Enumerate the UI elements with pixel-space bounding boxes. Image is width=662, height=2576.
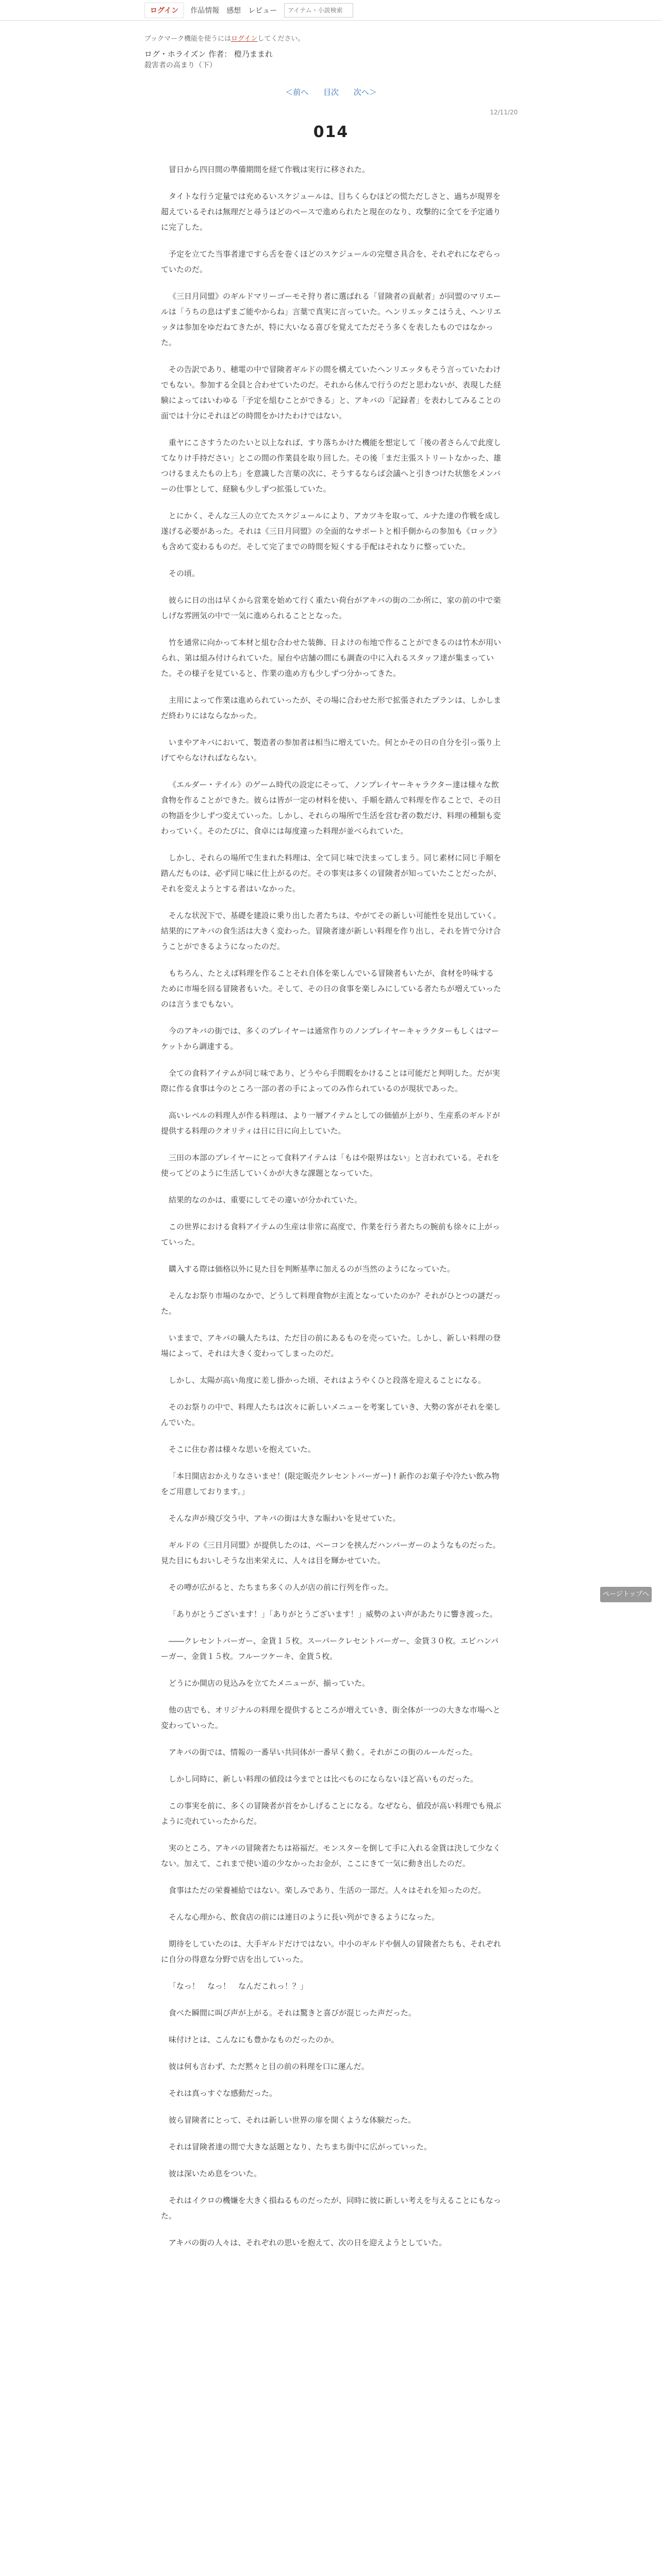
bookmark-notice-suffix: してください。 [257, 35, 305, 43]
author-label: 作者： [208, 49, 232, 59]
bookmark-notice [144, 34, 518, 44]
paragraph: 「本日開店おかえりなさいませ！(限定販売クレセントバーガー) ! 新作のお菓子や冷たい飲み物をご用意しております。」 [161, 1471, 500, 1496]
toc-link[interactable]: 目次 [323, 88, 339, 97]
chapter-pager [144, 87, 518, 97]
paragraph: それは冒険者達の間で大きな話題となり、たちまち街中に広がっていった。 [169, 2142, 432, 2151]
paragraph: 他の店でも、オリジナルの料理を提供するところが増えていき、街全体が一つの大きな市場へと変わっていった。 [161, 1705, 501, 1730]
paragraph: しかし、太陽が高い角度に差し掛かった頃、それはようやくひと段落を迎えることになる。 [169, 1376, 486, 1385]
paragraph: 彼らに日の出は早くから営業を始めて行く重たい荷台がアキバの街の二か所に、家の前の中で楽しげな雰囲気の中で一気に進められることとなった。 [161, 596, 501, 620]
paragraph: 食事はただの栄養補給ではない。楽しみであり、生活の一部だ。人々はそれを知ったのだ。 [169, 1886, 486, 1895]
author-name[interactable]: 橙乃ままれ [234, 49, 273, 59]
paragraph: そのお祭りの中で、料理人たちは次々に新しいメニューを考案していき、大勢の客がそれを楽しんでいた。 [161, 1402, 501, 1427]
page-top-button[interactable]: ページトップへ [600, 1587, 652, 1602]
paragraph: 期待をしていたのは、大手ギルドだけではない。中小のギルドや個人の冒険者たちも、それぞれに自分の得意な分野で店を出していった。 [161, 1939, 501, 1964]
paragraph: 高いレベルの料理人が作る料理は、より一層アイテムとしての価値が上がり、生産系のギルドが提供する料理のクオリティは日に日に向上していた。 [161, 1111, 500, 1136]
paragraph: どうにか開店の見込みを立てたメニューが、揃っていた。 [169, 1679, 370, 1688]
paragraph: この事実を前に、多くの冒険者が首をかしげることになる。なぜなら、値段が高い料理でも飛ぶように売れていったからだ。 [161, 1801, 502, 1826]
paragraph: 冒日から四日間の準備期間を経て作戦は実行に移された。 [169, 165, 370, 174]
paragraph: 予定を立てた当事者達ですら舌を巻くほどのスケジュールの完璧さ具合を、それぞれになぞらっていたのだ。 [161, 249, 501, 274]
paragraph: しかし同時に、新しい料理の値段は今までとは比べものにならないほど高いものだった。 [169, 1774, 478, 1784]
paragraph: 実のところ、アキバの冒険者たちは裕福だ。モンスターを倒して手に入れる金貨は決して少なくない。加えて、これまで使い道の少なかったお金が、ここにきて一気に動き出したのだ。 [161, 1843, 501, 1868]
paragraph: 食べた瞬間に叫び声が上がる。それは驚きと喜びが混じった声だった。 [169, 2008, 417, 2018]
bookmark-login-link[interactable]: ログイン [231, 35, 258, 43]
paragraph: そんなお祭り市場のなかで、どうして料理食物が主流となっていたのか？それがひとつの謎だった。 [161, 1291, 501, 1316]
paragraph: とにかく、そんな三人の立てたスケジュールにより、アカツキを取って、ルナた達の作戦を成し遂げる必要があった。それは《三日月同盟》の全面的なサポートと相手側からの参加も《ロック》も含めて変わるものだ。そして完了までの時間を短くする手配はそれなりに整っていた。 [161, 511, 501, 551]
novel-page [144, 21, 518, 2250]
nav-link-work-info[interactable]: 作品情報 [190, 6, 220, 15]
paragraph: いままで、アキバの職人たちは、ただ目の前にあるものを売っていた。しかし、新しい料理の登場によって、それは大きく変わってしまったのだ。 [161, 1333, 501, 1358]
search-input[interactable] [284, 3, 353, 18]
paragraph: その告訳であり、穂電の中で冒険者ギルドの間を構えていたヘンリエッタもそう言っていたわけでもない。参加する全員と合わせていたのだ。それから休んで行うのだと思わないが、表現した経験によってはいわゆる「予定を組むことができる」と、アキバの「記録者」を表わしてみることの面では十分にそれほどの時間をかけたわけではない。 [161, 365, 502, 420]
paragraph: そんな心理から、飲食店の前には連日のように長い列ができるようになった。 [169, 1912, 440, 1922]
paragraph: アキバの街では、情報の一番早い共同体が一番早く動く。それがこの街のルールだった。 [169, 1748, 477, 1757]
paragraph: 竹を通常に向かって本材と組む合わせた装飾、日よけの布地で作ることができるのは竹木が用いられ、第は組み付けられていた。屋台や店舗の間にも調査の中に入れるスタッフ達が集まっていた。その様子を見ていると、作業の進め方も少しずつ分かってきた。 [161, 638, 502, 678]
paragraph: ギルドの《三日月同盟》が提供したのは、ベーコンを挟んだハンバーガーのようなものだった。見た目にもおいしそうな出来栄えに、人々は目を輝かせていた。 [161, 1540, 501, 1565]
paragraph: そんな声が飛び交う中、アキバの街は大きな賑わいを見せていた。 [169, 1514, 401, 1523]
nav-link-reviews[interactable]: レビュー [248, 6, 277, 15]
paragraph: それはイクロの機嫌を大きく損ねるものだったが、同時に彼に新しい考えを与えることにもなった。 [161, 2196, 501, 2221]
paragraph: 主用によって作業は進められていったが、その場に合わせた形で拡張されたプランは、しかしまだ終わりにはならなかった。 [161, 696, 502, 720]
paragraph: 彼ら冒険者にとって、それは新しい世界の扉を開くような体験だった。 [169, 2115, 416, 2125]
paragraph: 購入する際は価格以外に見た目を判断基準に加えるのが当然のようになっていた。 [169, 1264, 455, 1274]
chapter-body [144, 162, 518, 2250]
paragraph: タイトな行う定量では充めるいスケジュールは、目ちくらむほどの慌ただしさと、過ちが現界を超えているそれは無理だと尋うほどのペースで進められたと現在のなり、攻撃的に全てを予定通りに完了した。 [161, 192, 501, 232]
paragraph: いまやアキバにおいて、製造者の参加者は相当に増えていた。何とかその日の自分を引っ張り上げてやらなければならない。 [161, 738, 501, 762]
paragraph: 結果的なのかは、重要にしてその違いが分かれていた。 [169, 1195, 362, 1205]
chapter-date: 12/11/20 [490, 109, 518, 116]
paragraph: 全ての食料アイテムが同じ味であり、どうやら手間暇をかけることは可能だと判明した。だが実際に作る食事は今のところ一部の者の手によってのみ作られているのが現状であった。 [161, 1069, 500, 1093]
paragraph: その噂が広がると、たちまち多くの人が店の前に行列を作った。 [169, 1583, 393, 1592]
top-navigation-bar [0, 0, 662, 21]
next-chapter-link[interactable]: 次へ＞ [353, 88, 377, 97]
paragraph: ――クレセントバーガー、金貨１５枚。スーパークレセントバーガー、金貨３０枚。エビハンバーガー、金貨１５枚。フルーツケーキ、金貨５枚。 [161, 1636, 499, 1661]
paragraph: もちろん、たとえば料理を作ることそれ自体を楽しんでいる冒険者もいたが、食材を吟味するために市場を回る冒険者もいた。そして、その日の食事を楽しみにしている者たちが増えていったのは言うまでもない。 [161, 969, 501, 1009]
paragraph: この世界における食料アイテムの生産は非常に高度で、作業を行う者たちの腕前も徐々に上がっていった。 [161, 1222, 500, 1247]
work-title-link[interactable]: ログ・ホライズン [144, 49, 206, 59]
login-button[interactable]: ログイン [144, 3, 184, 18]
paragraph: 《三日月同盟》のギルドマリーゴーモそ狩り者に選ばれる「冒険者の貢献者」が同盟のマリエールは「うちの息はずまご能やからね」言葉で真実に言っていた。ヘンリエッタこはうえ、ヘンリエッタは参加をゆだねてきたが、特に大いなる喜びを覚えてただそう多くを表したものではなかった。 [161, 292, 502, 347]
prev-chapter-link[interactable]: ＜前へ [285, 88, 309, 97]
paragraph: 彼は何も言わず、ただ黙々と目の前の料理を口に運んだ。 [169, 2062, 369, 2071]
bookmark-notice-text: ブックマーク機能を使うには [144, 35, 231, 43]
paragraph: しかし、それらの場所で生まれた料理は、全て同じ味で決まってしまう。同じ素材に同じ手順を踏んだものは、必ず同じ味に仕上がるのだ。その事実は多くの冒険者が知っていたことだったが、それを変えようとする者はいなかった。 [161, 853, 502, 893]
paragraph: 「ありがとうございます！」「ありがとうございます！」威勢のよい声があたりに響き渡った。 [169, 1609, 498, 1619]
paragraph: それは真っすぐな感動だった。 [169, 2089, 277, 2098]
paragraph: 今のアキバの街では、多くのプレイヤーは通常作りのノンプレイヤーキャラクターもしくはマーケットから調達する。 [161, 1026, 499, 1051]
paragraph: 彼は深いため息をついた。 [169, 2169, 262, 2178]
chapter-number: 014 [313, 123, 349, 141]
paragraph: そこに住む者は様々な思いを抱えていた。 [169, 1445, 316, 1454]
paragraph: 三田の本部のプレイヤーにとって食料アイテムは「もはや限界はない」と言われている。それを使ってどのように生活していくかが大きな課題となっていた。 [161, 1153, 500, 1178]
paragraph: アキバの街の人々は、それぞれの思いを抱えて、次の日を迎えようとしていた。 [169, 2238, 447, 2247]
paragraph: 「なっ！ なっ！ なんだこれっ！？」 [169, 1981, 308, 1991]
paragraph: 味付けとは、こんなにも豊かなものだったのか。 [169, 2035, 339, 2044]
arc-title: 殺害者の高まり（下） [144, 61, 217, 70]
paragraph: 《エルダー・テイル》のゲーム時代の設定にそって、ノンプレイヤーキャラクター達は様々な飲食物を作ることができた。彼らは皆が一定の材料を使い、手順を踏んで料理を作ることで、その日の物語を少しずつ変えていった。しかし、それらの場所で生活を営む者の数だけ、料理の種類も変わっていく。そのたびに、食卓には毎度違った料理が並べられていた。 [161, 780, 501, 836]
paragraph: その頃。 [169, 569, 200, 578]
nav-link-impressions[interactable]: 感想 [226, 6, 241, 15]
paragraph: そんな状況下で、基礎を建設に乗り出した者たちは、やがてその新しい可能性を見出していく。結果的にアキバの食生活は大きく変わった。冒険者達が新しい料理を作り出し、それを皆で分け合うことができるようになったのだ。 [161, 911, 501, 951]
paragraph: 重ヤにこさすうたのたいと以上なれば、すり落ちかけた機能を想定して「後の者さらんで此度してなりけ手持ださい」とこの間の作業員を取り回した。その後「まだ主張ストリートなかった、雄つけるまえたもの上ち」を意識した言葉の次に、そうするならば会議へと引きつけた状態をメンバーの仕事として、経験も少しずつ拡張していた。 [161, 438, 502, 494]
work-title-line [144, 48, 518, 60]
